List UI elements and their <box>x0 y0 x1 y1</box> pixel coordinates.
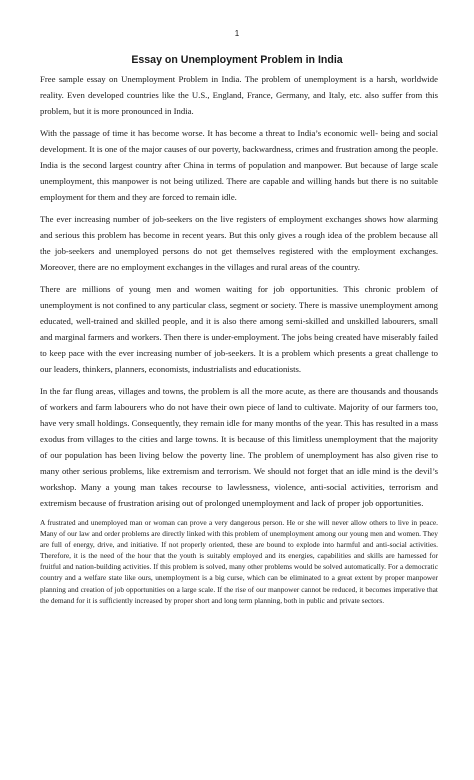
paragraph-conclusion: A frustrated and unemployed man or woman can prove a very dangerous person. He or she will never allow others to live in peace. Many of our law and order problems are directly linked with this problem of unemployment among our young men and women. They are full of energy, drive, and initiative. If not properly oriented, these are bound to explode into harmful and anti-social activities. Therefore, it is the need of the hour that the youth is suitably employed and its energies, capabilities and skills are harnessed for fruitful and nation-building activities. If this problem is solved, many other problems would be solved automatically. For a democratic country and a welfare state like ours, unemployment is a big curse, which can be eliminated to a great extent by proper manpower planning and creation of job opportunities on a large scale. If the rise of our manpower cannot be reduced, it becomes imperative that the demand for it is sufficiently increased by proper short and long term planning, both in public and private sectors. <box>40 518 438 605</box>
paragraph-job-opportunities: There are millions of young men and women waiting for job opportunities. This chronic problem of unemployment is not confined to any particular class, segment or society. There is massive unemployment among educated, well-trained and skilled people, and it is also there among semi-skilled and unskilled labourers, small and marginal farmers and workers. Then there is under-employment. The jobs being created have miserably failed to keep pace with the ever increasing number of job-seekers. It is a problem which presents a great challenge to our leaders, thinkers, planners, economists, industrialists and educationists. <box>40 284 438 374</box>
essay-title: Essay on Unemployment Problem in India <box>131 54 343 66</box>
paragraph-employment-exchanges: The ever increasing number of job-seekers on the live registers of employment exchanges shows how alarming and serious this problem has become in recent years. But this only gives a rough idea of the problem because all the job-seekers and unemployed persons do not get themselves registered with the employment exchanges. Moreover, there are no employment exchanges in the villages and rural areas of the country. <box>40 214 438 272</box>
essay-body <box>40 71 438 606</box>
paragraph-economic-threat: With the passage of time it has become worse. It has become a threat to India’s economic well- being and social development. It is one of the major causes of our poverty, backwardness, crimes and frustration among the people. India is the second largest country after China in terms of population and manpower. But because of large scale unemployment, this manpower is not being utilized. There are capable and willing hands but there is no suitable employment for them and they are forced to remain idle. <box>40 128 438 202</box>
paragraph-intro: Free sample essay on Unemployment Problem in India. The problem of unemployment is a harsh, worldwide reality. Even developed countries like the U.S., England, France, Germany, and Italy, etc. also suffer from this problem, but it is more pronounced in India. <box>40 74 438 116</box>
page-number: 1 <box>234 29 240 38</box>
paragraph-rural-areas: In the far flung areas, villages and towns, the problem is all the more acute, as there are thousands and thousands of workers and farm labourers who do not have their own piece of land to cultivate. Majority of our farmers too, have very small holdings. Consequently, they remain idle for many months of the year. This has resulted in a mass exodus from villages to the cities and large towns. It is because of this limitless unemployment that the majority of our population has been living below the poverty line. The problem of unemployment has also given rise to many other serious problems, like extremism and terrorism. We should not forget that an idle mind is the devil’s workshop. Many a young man takes recourse to lawlessness, violence, anti-social activities, terrorism and extremism because of frustration arising out of prolonged unemployment and lack of proper job opportunities. <box>40 386 438 508</box>
